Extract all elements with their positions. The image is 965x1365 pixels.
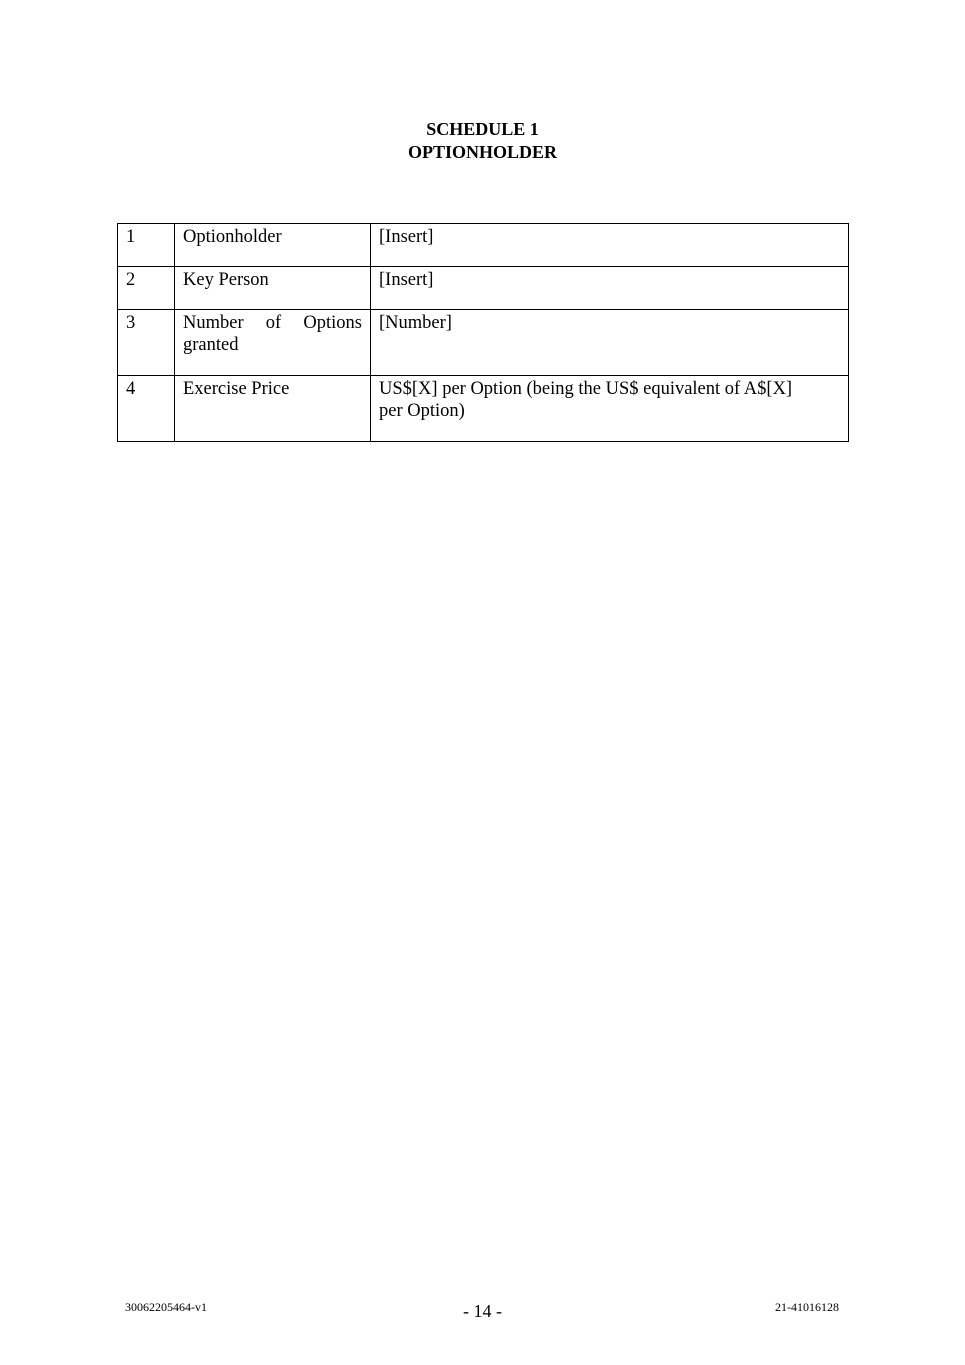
row-value	[371, 376, 849, 442]
schedule-subtitle: OPTIONHOLDER	[407, 142, 558, 162]
row-value: [Insert]	[371, 267, 849, 310]
row-value: [Number]	[371, 310, 849, 376]
row-number: 4	[118, 376, 175, 442]
row-value: [Insert]	[371, 224, 849, 267]
row-label-line: Number of Options	[183, 313, 362, 333]
matter-number: 21-41016128	[775, 1300, 839, 1314]
row-value-line: per Option)	[379, 401, 465, 421]
page-number: - 14 -	[463, 1301, 502, 1321]
optionholder-table	[117, 223, 849, 442]
schedule-title: SCHEDULE 1	[426, 119, 539, 139]
row-number: 1	[118, 224, 175, 267]
document-id: 30062205464-v1	[125, 1300, 207, 1314]
row-value-line: US$[X] per Option (being the US$ equivalent of A$[X]	[379, 379, 793, 399]
row-number: 3	[118, 310, 175, 376]
row-label: Key Person	[175, 267, 371, 310]
row-label: Exercise Price	[175, 376, 371, 442]
table-row	[118, 224, 849, 267]
row-number: 2	[118, 267, 175, 310]
row-label-line: granted	[183, 335, 239, 355]
table-row	[118, 376, 849, 442]
row-label	[175, 310, 371, 376]
row-label: Optionholder	[175, 224, 371, 267]
table-row	[118, 267, 849, 310]
table-row	[118, 310, 849, 376]
